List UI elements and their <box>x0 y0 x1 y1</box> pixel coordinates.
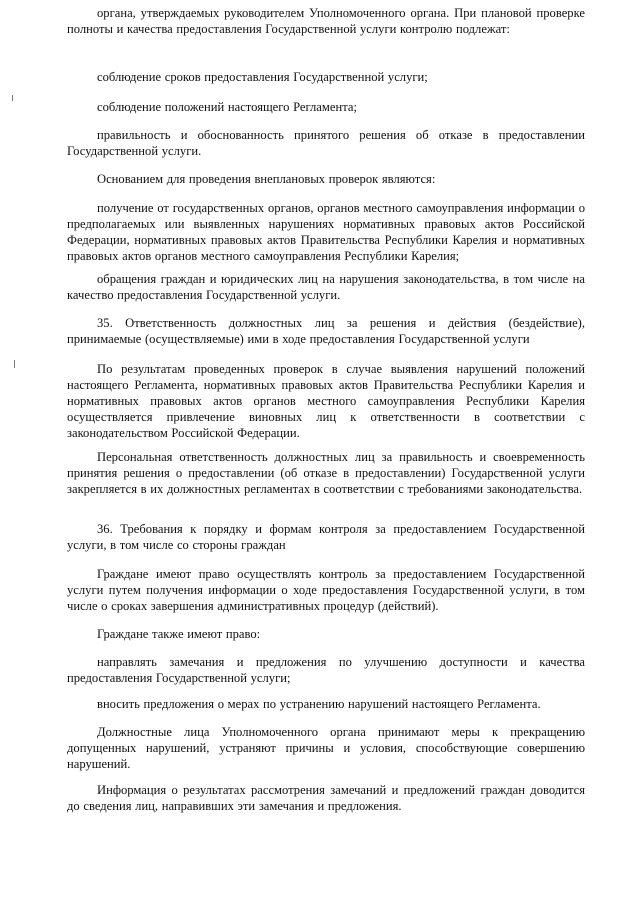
paragraph-5: Основанием для проведения внеплановых проверок являются: <box>97 172 436 186</box>
paragraph-11: Граждане также имеют право: <box>97 627 261 641</box>
paragraph-3: соблюдение положений настоящего Регламента; <box>97 100 357 114</box>
paragraph-14: Должностные лица Уполномоченного органа принимают меры к прекращению допущенных нарушений, устраняют причины и условия, способствующие совершению нарушений. <box>67 725 585 771</box>
scan-artifact-mark <box>14 360 15 368</box>
paragraph-15: Информация о результатах рассмотрения замечаний и предложений граждан доводится до сведения лиц, направивших эти замечания и предложения. <box>67 783 585 813</box>
paragraph-12: направлять замечания и предложения по улучшению доступности и качества предоставления Государственной услуги; <box>67 655 585 685</box>
section-35-heading: 35. Ответственность должностных лиц за решения и действия (бездействие), принимаемые (осуществляемые) ими в ходе предоставления Государственной услуги <box>67 316 585 346</box>
paragraph-9: Персональная ответственность должностных лиц за правильность и своевременность принятия решения о предоставлении (об отказе в предоставлении) Государственной услуги закрепляется в их должностных регламентах в соответствии с требованиями законодательства. <box>67 450 585 496</box>
scan-artifact-mark <box>12 95 13 101</box>
section-36-heading: 36. Требования к порядку и формам контроля за предоставлением Государственной услуги, в том числе со стороны граждан <box>67 522 585 552</box>
paragraph-1: органа, утверждаемых руководителем Уполномоченного органа. При плановой проверке полноты и качества предоставления Государственной услуги контролю подлежат: <box>67 6 585 36</box>
paragraph-13: вносить предложения о мерах по устранению нарушений настоящего Регламента. <box>97 697 541 711</box>
paragraph-8: По результатам проведенных проверок в случае выявления нарушений положений настоящего Регламента, нормативных правовых актов Правительства Республики Карелия и нормативных правовых актов органов местного самоуправления Республики Карелия осуществляется привлечение виновных лиц к ответственности в соответствии с законодательством Российской Федерации. <box>67 362 585 440</box>
paragraph-4: правильность и обоснованность принятого решения об отказе в предоставлении Государственной услуги. <box>67 128 585 158</box>
paragraph-6: получение от государственных органов, органов местного самоуправления информации о предполагаемых или выявленных нарушениях нормативных правовых актов Российской Федерации, нормативных правовых актов Правительства Республики Карелия и нормативных правовых актов органов местного самоуправления Республики Карелия; <box>67 201 585 263</box>
paragraph-10: Граждане имеют право осуществлять контроль за предоставлением Государственной услуги путем получения информации о ходе предоставления Государственной услуги, в том числе о сроках завершения административных процедур (действий). <box>67 567 585 613</box>
paragraph-2: соблюдение сроков предоставления Государственной услуги; <box>97 70 428 84</box>
paragraph-7: обращения граждан и юридических лиц на нарушения законодательства, в том числе на качество предоставления Государственной услуги. <box>67 272 585 302</box>
